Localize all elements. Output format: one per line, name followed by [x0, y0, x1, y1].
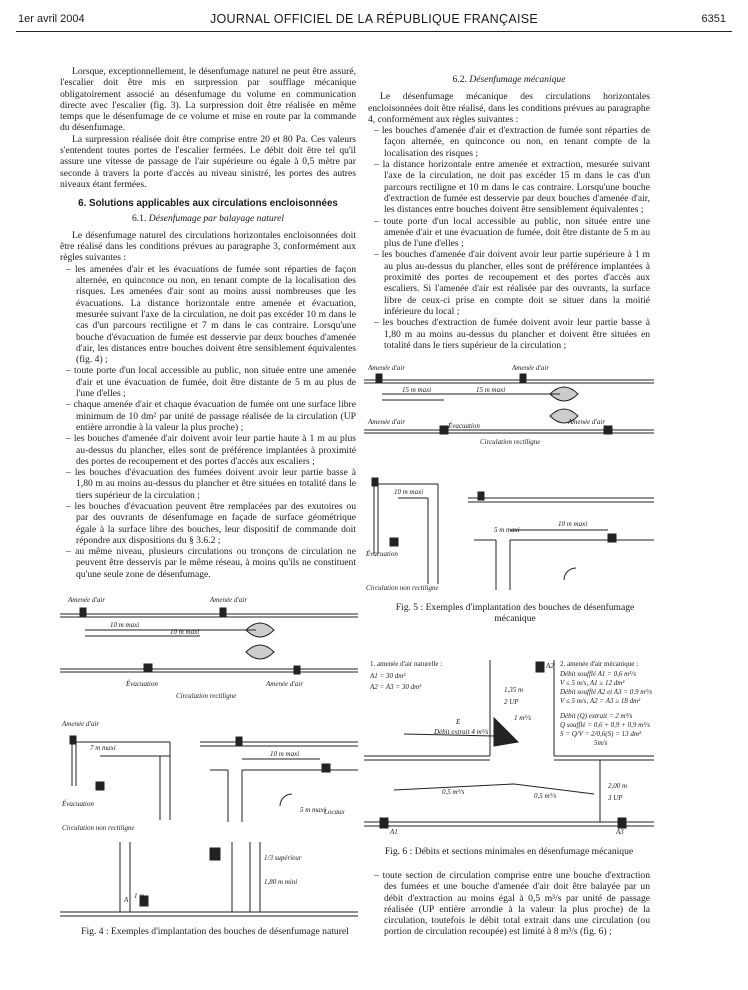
- label-amenee-air: Amenée d'air: [62, 720, 100, 728]
- mechanical-air-line: 5m/s: [594, 739, 608, 747]
- label-amenee-air: Amenée d'air: [568, 418, 606, 426]
- height-label: 1/3 supérieur: [264, 854, 302, 862]
- rule-item: – chaque amenée d'air et chaque évacuation de fumée ont une surface libre minimum de 10 dm² par unité de passage réalisée de la circulation (UP entière arrondie à la valeur la plus proche) ;: [60, 399, 356, 433]
- label-evacuation: Évacuation: [366, 550, 398, 558]
- mechanical-air-line: Débit soufflé A2 et A3 = 0,9 m³/s: [560, 688, 653, 696]
- label-circulation-rectiligne: Circulation rectiligne: [480, 438, 541, 446]
- right-column: [368, 72, 650, 351]
- mechanical-air-line: V ≤ 5 m/s, A1 ≥ 12 dm²: [560, 679, 625, 687]
- dimension-label: 5 m maxi: [494, 526, 520, 534]
- caption-text: Exemples d'implantation des bouches de désenfumage naturel: [111, 926, 349, 937]
- figure-4-caption: [80, 926, 350, 937]
- subsection-number: 6.2.: [452, 74, 467, 85]
- rule-item: – les bouches d'amenée d'air et d'extraction de fumée sont réparties de façon alternée, en quinconce ou non, en tenant compte de la localisation des risques ;: [368, 125, 650, 159]
- subsection-number: 6.1.: [131, 212, 147, 224]
- rule-item: – les bouches d'évacuation peuvent être remplacées par des exutoires ou par des ouvrants de désenfumage en façade de surface géométrique égale à la surface libre des bouches, leur dispositif de commande doit répondre aux dispositions du § 3.6.2 ;: [60, 501, 356, 546]
- figure-5-caption: [390, 602, 640, 624]
- mechanical-air-line: V ≤ 5 m/s, A2 = A3 ≥ 18 dm²: [560, 697, 641, 705]
- label-amenee-air: Amenée d'air: [368, 364, 406, 372]
- dimension-label: 15 m maxi: [476, 386, 506, 394]
- rule-item: – toute porte d'un local accessible au public, non située entre une amenée d'air et une évacuation de fumée, doit être distante de 5 m au plus de l'une d'elles ;: [368, 216, 650, 250]
- rule-item: – les bouches d'évacuation des fumées doivent avoir leur partie basse à 1,80 m au moins au-dessus du plancher et être situées en totalité dans le tiers supérieur de la circulation ;: [60, 467, 356, 501]
- caption-number: Fig. 4 :: [81, 926, 109, 937]
- dimension-label: 10 m maxi: [558, 520, 588, 528]
- label-circulation-non-rectiligne: Circulation non rectiligne: [366, 584, 439, 592]
- label-amenee-air: Amenée d'air: [210, 596, 248, 604]
- caption-text: Débits et sections minimales en désenfumage mécanique: [414, 846, 634, 857]
- dimension-label: 7 m maxi: [90, 744, 116, 752]
- rules-list-natural: [60, 264, 356, 580]
- label-evacuation: Évacuation: [126, 680, 158, 688]
- label-circulation-non-rectiligne: Circulation non rectiligne: [62, 824, 135, 832]
- label-locaux: Locaux: [324, 808, 345, 816]
- label-amenee-air: Amenée d'air: [266, 680, 304, 688]
- paragraph-intro-natural: Le désenfumage naturel des circulations horizontales encloisonnées doit être réalisé dans les conditions prévues au paragraphe 3, conformément aux règles suivantes :: [60, 229, 356, 264]
- right-column-final: [368, 870, 650, 938]
- label-e: E: [456, 718, 461, 726]
- marker-a: A: [124, 896, 129, 904]
- figure-5: [364, 364, 654, 600]
- rule-item: – la distance horizontale entre amenée et extraction, mesurée suivant l'axe de la circulation, ne doit pas excéder 15 m dans le cas d'un parcours rectiligne et 10 m dans le cas contraire. Lorsqu'une bouche d'extraction de fumée est desservie par deux bouches d'amenée d'air, les distances entre bouches doivent être sensiblement équivalentes ;: [368, 159, 650, 215]
- flow-label: 1 m³/s: [514, 714, 532, 722]
- label-amenee-air: Amenée d'air: [368, 418, 406, 426]
- mechanical-air-line: Q soufflé = 0,6 + 0,9 + 0,9 m³/s: [560, 721, 650, 729]
- flow-label: 0,5 m³/s: [442, 788, 465, 796]
- paragraph-surpression: Lorsque, exceptionnellement, le désenfumage naturel ne peut être assuré, l'escalier doit être mis en surpression par soufflage mécanique obligatoirement associé au désenfumage du volume en communication directe avec l'escalier (fig. 3). La surpression doit être réalisée en même temps que le désenfumage de ce volume et mise en route par la commande du désenfumage.: [60, 66, 356, 134]
- journal-title: JOURNAL OFFICIEL DE LA RÉPUBLIQUE FRANÇAISE: [209, 12, 539, 26]
- figure-4: [60, 596, 358, 926]
- caption-text: Exemples d'implantation des bouches de désenfumage mécanique: [425, 602, 635, 624]
- paragraph-pressure-values: La surpression réalisée doit être comprise entre 20 et 80 Pa. Ces valeurs s'entendent toutes portes de l'escalier fermées. Le débit doit être tel qu'il assure une vitesse de passage de l'air supérieure ou égale à 0,5 mètre par seconde à travers la porte d'accès au niveau sinistré, les portes des autres niveaux étant fermées.: [60, 133, 356, 190]
- mechanical-air-title: 2. amenée d'air mécanique :: [560, 660, 639, 668]
- marker-a1: A1: [390, 828, 398, 836]
- figure-4-drawing: [60, 596, 358, 926]
- width-label: 1,35 m: [504, 686, 524, 694]
- page-header: [0, 0, 748, 44]
- subsection-heading-mecanique: [368, 74, 650, 85]
- flow-label: 0,5 m³/s: [534, 792, 557, 800]
- dimension-label: 5 m maxi: [300, 806, 326, 814]
- paragraph-intro-mecanique: Le désenfumage mécanique des circulations horizontales encloisonnées doit être réalisé, dans les conditions prévues au paragraphe 4, conformément aux règles suivantes :: [368, 91, 650, 125]
- natural-air-a1: A1 = 30 dm²: [370, 672, 406, 680]
- subsection-title: Désenfumage mécanique: [469, 74, 566, 85]
- dimension-label: 10 m maxi: [270, 750, 300, 758]
- figure-6: [364, 656, 654, 840]
- marker-a3: A3: [616, 828, 624, 836]
- marker-a2: A2: [546, 662, 554, 670]
- dimension-label: 10 m maxi: [394, 488, 424, 496]
- publication-date: 1er avril 2004: [18, 13, 85, 25]
- label-evacuation: Évacuation: [448, 422, 480, 430]
- mechanical-air-line: Débit (Q) extrait = 2 m³/s: [560, 712, 633, 720]
- up-label: 2 UP: [504, 698, 519, 706]
- caption-number: Fig. 6 :: [384, 846, 413, 857]
- figure-5-drawing: [364, 364, 654, 600]
- rule-item: – toute section de circulation comprise entre une bouche d'extraction des fumées et une bouche d'amenée d'air doit être balayée par un débit d'extraction au moins égal à 0,5 m³/s par unité de passage réalisée (UP entière arrondie à la valeur la plus proche) de la circulation, toutefois le débit total extrait dans une circulation (ou portion de circulation recoupée) est limité à 8 m³/s (fig. 6) ;: [368, 870, 650, 938]
- height-label: 1,80 m mini: [264, 878, 298, 886]
- label-circulation-rectiligne: Circulation rectiligne: [176, 692, 237, 700]
- left-column: [60, 66, 356, 580]
- subsection-heading-natural: [60, 213, 356, 224]
- extract-flow-label: Débit extrait 4 m³/s: [434, 728, 489, 736]
- label-amenee-air: Amenée d'air: [68, 596, 106, 604]
- page-number: 6351: [701, 13, 726, 25]
- rule-item: – au même niveau, plusieurs circulations ou tronçons de circulation ne peuvent être desservis par le même réseau, à moins qu'ils ne constituent qu'une seule zone de désenfumage.: [60, 546, 356, 580]
- figure-6-caption: [364, 846, 654, 857]
- rule-item: – les bouches d'extraction de fumée doivent avoir leur partie basse à 1,80 m au moins au-dessus du plancher et doivent être situées en totalité dans le tiers supérieur de la circulation ;: [368, 317, 650, 351]
- height-label: 1 m: [134, 892, 145, 900]
- caption-number: Fig. 5 :: [395, 602, 424, 613]
- dimension-label: 15 m maxi: [402, 386, 432, 394]
- label-amenee-air: Amenée d'air: [512, 364, 550, 372]
- rules-list-final: [368, 870, 650, 938]
- rule-item: – toute porte d'un local accessible au public, non située entre une amenée d'air et une évacuation de fumée, doit être distante de 5 m au plus de l'une d'elles ;: [60, 365, 356, 399]
- subsection-title: Désenfumage par balayage naturel: [148, 212, 285, 224]
- natural-air-a2-a3: A2 = A3 = 30 dm²: [370, 683, 422, 691]
- natural-air-title: 1. amenée d'air naturelle :: [370, 660, 443, 668]
- width-label: 2,00 m: [608, 782, 628, 790]
- mechanical-air-line: Débit soufflé A1 = 0,6 m³/s: [560, 670, 636, 678]
- section-heading: 6. Solutions applicables aux circulations encloisonnées: [78, 198, 338, 210]
- dimension-label: 10 m maxi: [170, 628, 200, 636]
- rule-item: – les bouches d'amenée d'air doivent avoir leur partie haute à 1 m au plus au-dessus du plancher, elles sont de préférence implantées à proximité des portes de recoupement et des portes d'accès aux escaliers ;: [60, 433, 356, 467]
- rule-item: – les amenées d'air et les évacuations de fumée sont réparties de façon alternée, en quinconce ou non, en tenant compte de la localisation des risques. Les amenées d'air sont au moins aussi nombreuses que les évacuations. La distance horizontale entre amenée et évacuation, mesurée suivant l'axe de la circulation, ne doit pas excéder 10 m dans le cas d'un parcours rectiligne et 7 m dans le cas contraire. Lorsqu'une bouche d'évacuation de fumée est desservie par deux bouches d'amenée d'air, les distances entre bouches doivent être sensiblement équivalentes (fig. 4) ;: [60, 264, 356, 366]
- up-label: 3 UP: [608, 794, 623, 802]
- label-evacuation: Évacuation: [62, 800, 94, 808]
- rules-list-mecanique: [368, 125, 650, 351]
- mechanical-air-line: S = Q/V = 2/0,6(S) = 13 dm²: [560, 730, 642, 738]
- header-rule: [16, 31, 732, 32]
- dimension-label: 10 m maxi: [110, 621, 140, 629]
- rule-item: – les bouches d'amenée d'air doivent avoir leur partie supérieure à 1 m au plus au-dessus du plancher, elles sont de préférence implantées à proximité des portes de recoupement et des portes d'accès aux escaliers. Si l'amenée d'air est réalisée par des ouvrants, la surface libre de ceux-ci prise en compte doit se situer dans la moitié inférieure du local ;: [368, 249, 650, 317]
